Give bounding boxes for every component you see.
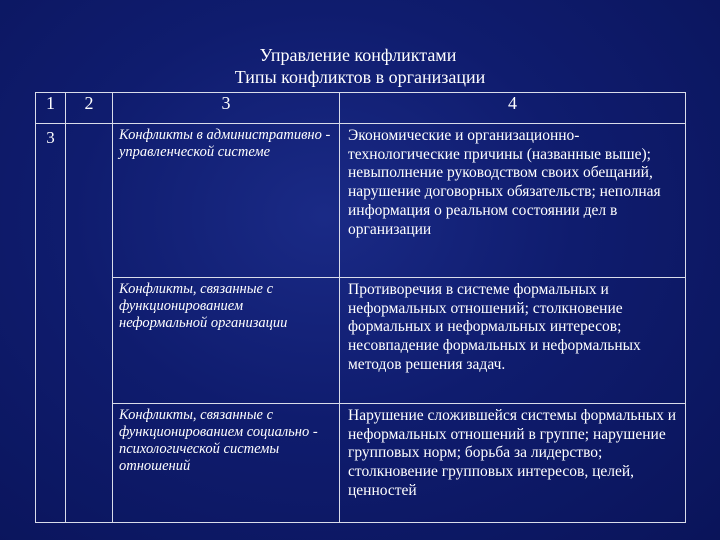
slide-title	[0, 44, 720, 88]
conflict-type-cell: Конфликты, связанные с функционированием социально - психологической системы отношений	[113, 404, 340, 523]
empty-cell	[66, 404, 113, 523]
header-cell-3: 3	[113, 93, 340, 124]
empty-cell	[36, 278, 66, 404]
conflict-causes-cell: Нарушение сложившейся системы формальных и неформальных отношений в группе; нарушение групповых норм; борьба за лидерство; столкновение групповых интересов, целей, ценностей	[340, 404, 686, 523]
row-number: 3	[46, 128, 55, 147]
header-cell-2: 2	[66, 93, 113, 124]
table-row	[36, 278, 686, 404]
conflict-types-table	[35, 92, 686, 523]
row-number-cell	[36, 124, 66, 278]
empty-cell	[66, 124, 113, 278]
conflict-type-cell: Конфликты, связанные с функционированием неформальной организации	[113, 278, 340, 404]
header-cell-4: 4	[340, 93, 686, 124]
title-line-1: Управление конфликтами	[259, 45, 457, 65]
empty-cell	[36, 404, 66, 523]
table-row	[36, 404, 686, 523]
header-cell-1: 1	[36, 93, 66, 124]
empty-cell	[66, 278, 113, 404]
conflict-causes-cell: Противоречия в системе формальных и неформальных отношений; столкновение формальных и неформальных интересов; несовпадение формальных и неформальных методов решения задач.	[340, 278, 686, 404]
conflict-type-cell: Конфликты в административно - управленческой системе	[113, 124, 340, 278]
table-header-row	[36, 93, 686, 124]
title-line-2: Типы конфликтов в организации	[234, 67, 486, 87]
table-row	[36, 124, 686, 278]
conflict-causes-cell: Экономические и организационно-технологические причины (названные выше); невыполнение руководством своих обещаний, нарушение договорных обязательств; неполная информация о реальном состоянии дел в организации	[340, 124, 686, 278]
